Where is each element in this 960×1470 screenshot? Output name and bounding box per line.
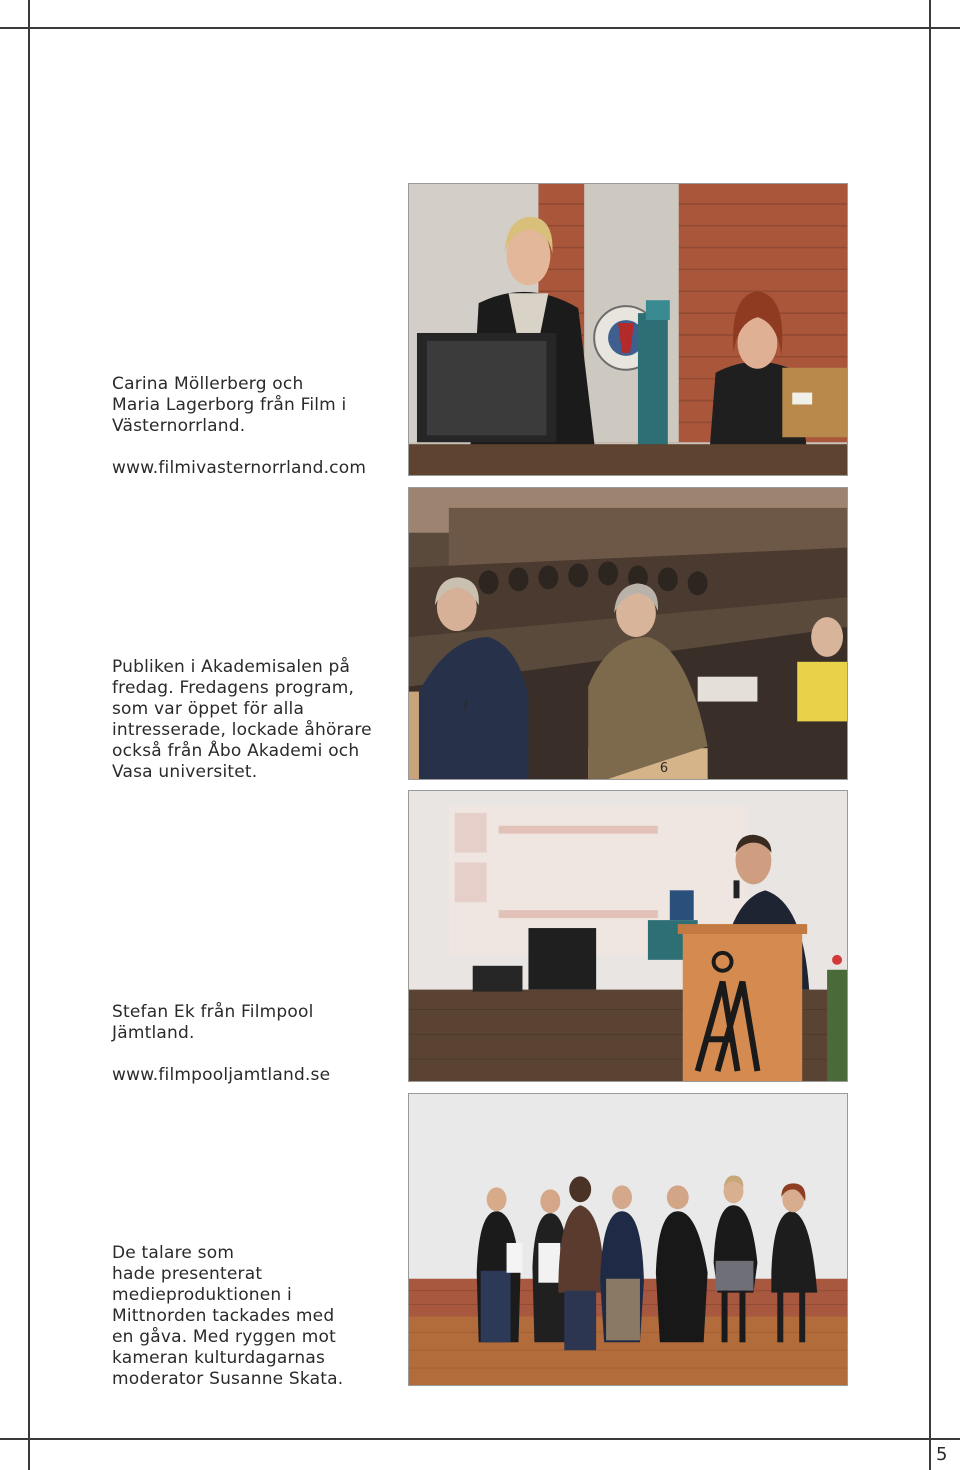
caption-line: Carina Möllerberg och xyxy=(112,374,304,394)
crop-line-right xyxy=(929,0,931,1470)
crop-line-top xyxy=(0,27,960,29)
caption-line: en gåva. Med ryggen mot xyxy=(112,1327,336,1347)
caption-line: De talare som xyxy=(112,1243,235,1263)
photo-speaker xyxy=(408,790,848,1082)
caption-line: Vasa universitet. xyxy=(112,762,258,782)
caption-line: Västernorrland. xyxy=(112,416,246,436)
crop-line-bottom xyxy=(0,1438,960,1440)
caption-link[interactable]: www.filmpooljamtland.se xyxy=(112,1065,331,1085)
caption-1 xyxy=(112,374,392,479)
caption-line: moderator Susanne Skata. xyxy=(112,1369,344,1389)
photo-podium xyxy=(408,183,848,476)
seat-label: 6 xyxy=(659,761,669,777)
caption-line: Jämtland. xyxy=(112,1023,195,1043)
caption-line: Mittnorden tackades med xyxy=(112,1306,335,1326)
photo-group xyxy=(408,1093,848,1386)
caption-4 xyxy=(112,1243,392,1390)
caption-line: Maria Lagerborg från Film i xyxy=(112,395,347,415)
caption-line: också från Åbo Akademi och xyxy=(112,741,360,761)
page-number: 5 xyxy=(936,1444,948,1465)
caption-line: kameran kulturdagarnas xyxy=(112,1348,326,1368)
caption-2 xyxy=(112,657,392,783)
caption-line: hade presenterat xyxy=(112,1264,263,1284)
caption-line: Publiken i Akademisalen på xyxy=(112,657,351,677)
caption-line: Stefan Ek från Filmpool xyxy=(112,1002,314,1022)
photo-audience xyxy=(408,487,848,780)
caption-link[interactable]: www.filmivasternorrland.com xyxy=(112,458,367,478)
caption-line: medieproduktionen i xyxy=(112,1285,292,1305)
caption-line: intresserade, lockade åhörare xyxy=(112,720,372,740)
caption-3 xyxy=(112,1002,392,1086)
caption-line: fredag. Fredagens program, xyxy=(112,678,355,698)
seat-label: 7 xyxy=(460,699,469,715)
caption-line: som var öppet för alla xyxy=(112,699,305,719)
crop-line-left xyxy=(28,0,30,1470)
